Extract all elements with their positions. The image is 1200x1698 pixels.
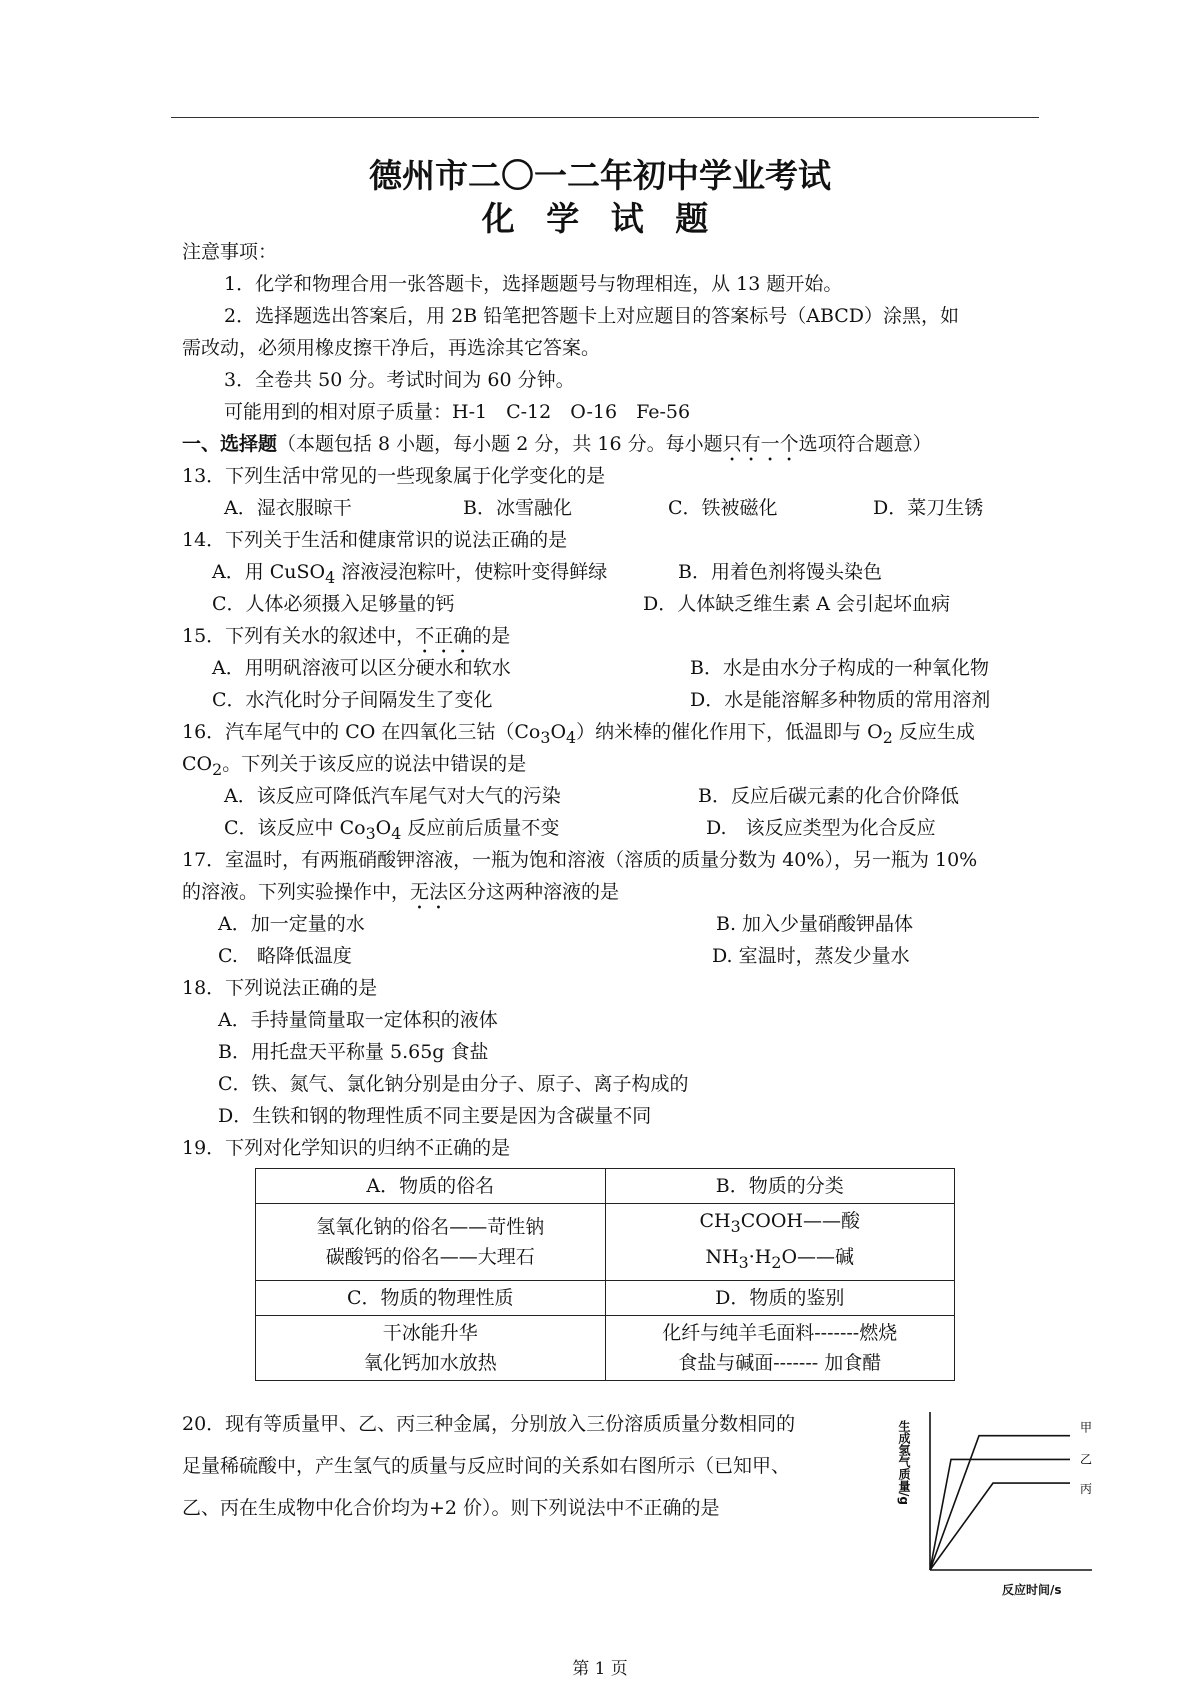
question-16-stem-cont: $CO_2$。下列关于该反应的说法中错误的是 bbox=[182, 753, 527, 779]
q15-option-d: D．水是能溶解多种物质的常用溶剂 bbox=[690, 689, 991, 711]
q19-cell-b: $CH_3COOH——$酸 $NH_3\cdot H_2O——$碱 bbox=[605, 1204, 955, 1281]
y-axis-label: 生成氢气质量/g bbox=[897, 1420, 911, 1505]
q14-option-a: A．用 CuSO$_4$ 溶液浸泡粽叶，使粽叶变得鲜绿 bbox=[212, 561, 608, 587]
series-label-2: 乙 bbox=[1080, 1452, 1093, 1467]
exam-subtitle: 化 学 试 题 bbox=[481, 199, 719, 238]
page-number: 第 1 页 bbox=[572, 1659, 628, 1679]
q13-option-d: D．菜刀生锈 bbox=[873, 497, 984, 519]
q18-option-a: A．手持量筒量取一定体积的液体 bbox=[218, 1009, 498, 1031]
q16-option-d: D. 该反应类型为化合反应 bbox=[706, 817, 936, 839]
q19-header-d: D．物质的鉴别 bbox=[605, 1280, 955, 1315]
q18-option-b: B．用托盘天平称量 5.65g 食盐 bbox=[218, 1041, 489, 1063]
q17-option-c: C. 略降低温度 bbox=[218, 945, 352, 967]
q15-option-b: B．水是由水分子构成的一种氧化物 bbox=[690, 657, 989, 679]
question-14-stem: 14．下列关于生活和健康常识的说法正确的是 bbox=[182, 529, 568, 551]
q18-option-c: C．铁、氮气、氯化钠分别是由分子、原子、离子构成的 bbox=[218, 1073, 689, 1095]
q17-option-a: A．加一定量的水 bbox=[218, 913, 365, 935]
notice-heading: 注意事项： bbox=[182, 241, 278, 263]
notice-item-1: 1．化学和物理合用一张答题卡，选择题题号与物理相连，从 13 题开始。 bbox=[224, 273, 843, 295]
q19-cell-a: 氢氧化钠的俗名——苛性钠 碳酸钙的俗名——大理石 bbox=[256, 1204, 606, 1281]
question-20-stem: 20．现有等质量甲、乙、丙三种金属，分别放入三份溶质质量分数相同的 bbox=[182, 1413, 796, 1435]
section-heading: 一、选择题（本题包括 8 小题，每小题 2 分，共 16 分。每小题只有一个选项符合题意） bbox=[182, 433, 932, 455]
question-13-stem: 13．下列生活中常见的一些现象属于化学变化的是 bbox=[182, 465, 606, 487]
notice-item-2-cont: 需改动，必须用橡皮擦干净后，再选涂其它答案。 bbox=[182, 337, 601, 359]
question-16-stem: 16．汽车尾气中的 CO 在四氧化三钴$(Co_3O_4)$纳米棒的催化作用下，低温即与 $O_2$ 反应生成 bbox=[182, 721, 975, 747]
q17-option-d: D. 室温时，蒸发少量水 bbox=[712, 945, 910, 967]
q19-cell-c: 干冰能升华 氧化钙加水放热 bbox=[256, 1315, 606, 1380]
q14-option-d: D．人体缺乏维生素 A 会引起坏血病 bbox=[643, 593, 951, 615]
q16-option-c: C．该反应中 $Co_3O_4$ 反应前后质量不变 bbox=[224, 817, 560, 843]
series-label-3: 丙 bbox=[1080, 1482, 1093, 1497]
exam-title: 德州市二〇一二年初中学业考试 bbox=[369, 156, 831, 195]
q18-option-d: D．生铁和钢的物理性质不同主要是因为含碳量不同 bbox=[218, 1105, 652, 1127]
atomic-mass-note: 可能用到的相对原子质量：H-1 C-12 O-16 Fe-56 bbox=[224, 401, 691, 423]
q13-option-a: A．湿衣服晾干 bbox=[224, 497, 352, 519]
notice-item-2: 2．选择题选出答案后，用 2B 铅笔把答题卡上对应题目的答案标号（ABCD）涂黑，如 bbox=[224, 305, 960, 327]
question-20-stem-2: 足量稀硫酸中，产生氢气的质量与反应时间的关系如右图所示（已知甲、 bbox=[182, 1455, 791, 1477]
question-15-stem: 15．下列有关水的叙述中，不正确的是 bbox=[182, 625, 511, 647]
series-line-1 bbox=[930, 1436, 1070, 1570]
series-label-1: 甲 bbox=[1080, 1420, 1093, 1435]
question-19-stem: 19．下列对化学知识的归纳不正确的是 bbox=[182, 1137, 511, 1159]
q14-option-c: C．人体必须摄入足够量的钙 bbox=[212, 593, 455, 615]
section-label: 一、选择题 bbox=[182, 433, 278, 455]
q19-table bbox=[255, 1168, 955, 1381]
hydrogen-mass-chart bbox=[892, 1402, 1102, 1602]
question-18-stem: 18．下列说法正确的是 bbox=[182, 977, 378, 999]
question-17-stem: 17．室温时，有两瓶硝酸钾溶液，一瓶为饱和溶液（溶质的质量分数为 40%），另一瓶为 10% bbox=[182, 849, 978, 871]
q17-option-b: B. 加入少量硝酸钾晶体 bbox=[716, 913, 914, 935]
q14-option-b: B．用着色剂将馒头染色 bbox=[678, 561, 882, 583]
q15-option-c: C．水汽化时分子间隔发生了变化 bbox=[212, 689, 493, 711]
q19-header-c: C．物质的物理性质 bbox=[256, 1280, 606, 1315]
q13-option-b: B．冰雪融化 bbox=[463, 497, 572, 519]
question-20-stem-3: 乙、丙在生成物中化合价均为+2 价）。则下列说法中不正确的是 bbox=[182, 1497, 720, 1519]
series-line-3 bbox=[930, 1483, 1070, 1570]
top-rule bbox=[171, 117, 1039, 118]
q16-option-b: B．反应后碳元素的化合价降低 bbox=[698, 785, 959, 807]
q19-header-b: B．物质的分类 bbox=[605, 1169, 955, 1204]
question-17-stem-cont: 的溶液。下列实验操作中，无法区分这两种溶液的是 bbox=[182, 881, 620, 903]
q13-option-c: C．铁被磁化 bbox=[668, 497, 778, 519]
notice-item-3: 3．全卷共 50 分。考试时间为 60 分钟。 bbox=[224, 369, 575, 391]
q19-cell-d: 化纤与纯羊毛面料-------燃烧 食盐与碱面------- 加食醋 bbox=[605, 1315, 955, 1380]
x-axis-label: 反应时间/s bbox=[1002, 1583, 1062, 1597]
q16-option-a: A．该反应可降低汽车尾气对大气的污染 bbox=[224, 785, 561, 807]
q15-option-a: A．用明矾溶液可以区分硬水和软水 bbox=[212, 657, 511, 679]
q19-header-a: A．物质的俗名 bbox=[256, 1169, 606, 1204]
